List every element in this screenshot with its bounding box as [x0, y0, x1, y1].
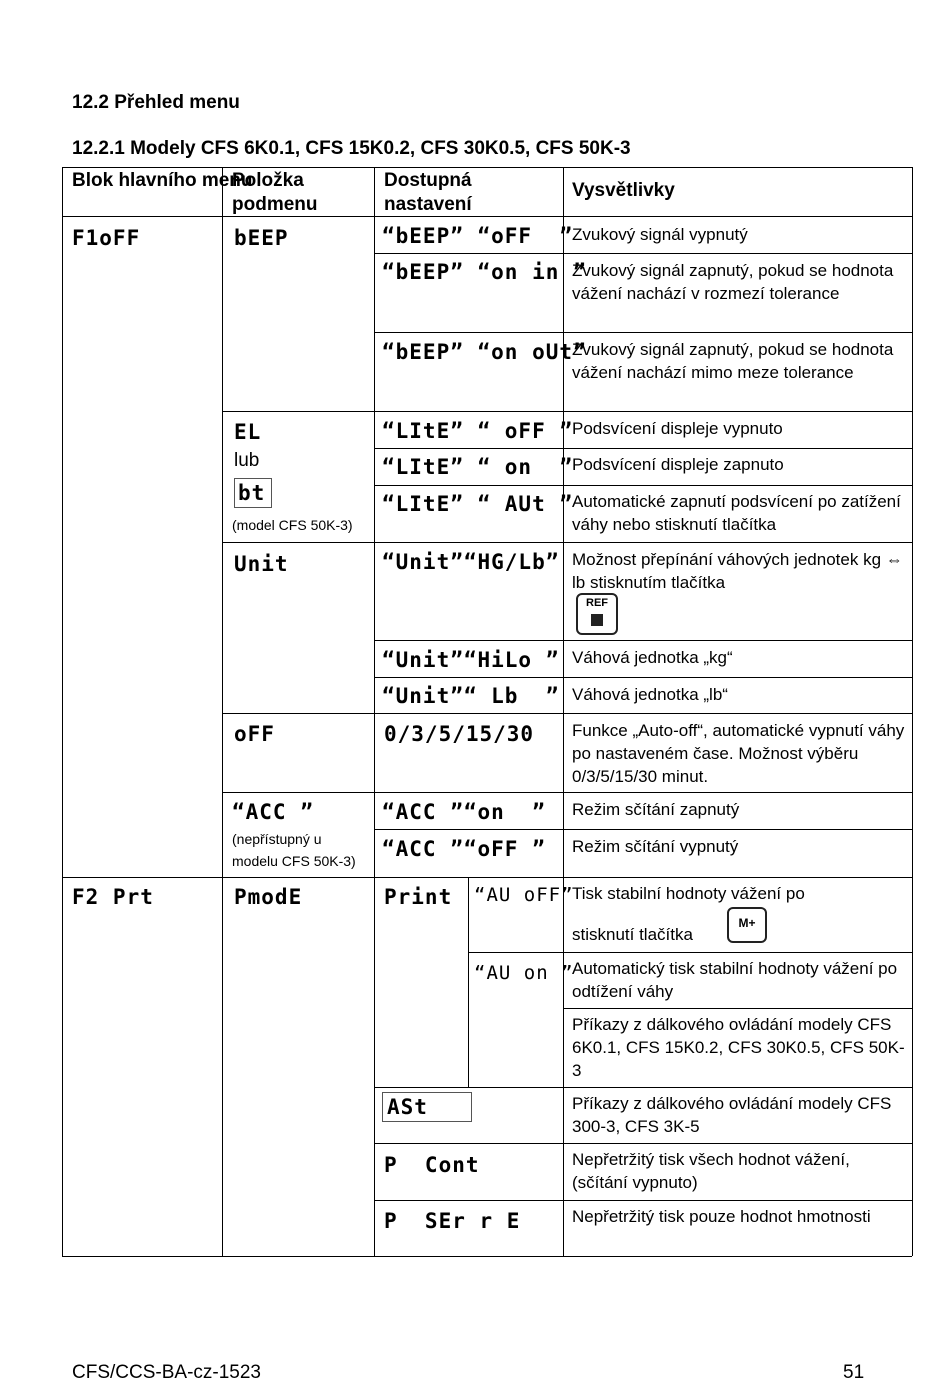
setting-asy: ASt — [387, 1095, 428, 1119]
setting-au-on: “AU on ” — [474, 962, 574, 984]
section-heading: 12.2 Přehled menu — [72, 92, 240, 113]
explain-beep-onin: Zvukový signál zapnutý, pokud se hodnota vážení nachází v rozmezí tolerance — [572, 261, 894, 303]
item-el-display: EL — [234, 420, 262, 444]
setting-p-serre: P SEr r E — [384, 1209, 521, 1233]
footer-doc-id: CFS/CCS-BA-cz-1523 — [72, 1362, 261, 1383]
block-f1-display: F1oFF — [72, 226, 141, 250]
explain-p-cont: Nepřetržitý tisk všech hodnot vážení, (sčítání vypnuto) — [572, 1150, 850, 1192]
setting-lite-aut: “LItE” “ AUt ” — [382, 492, 574, 516]
setting-unit-kglb: “Unit”“HG/Lb” — [382, 550, 560, 574]
explain-acc-off: Režim sčítání vypnutý — [572, 837, 739, 856]
item-lub: lub — [234, 450, 260, 471]
explain-remote-1: Příkazy z dálkového ovládání modely CFS 6K0.1, CFS 15K0.2, CFS 30K0.5, CFS 50K-3 — [572, 1015, 905, 1080]
setting-acc-off: “ACC ”“oFF ” — [382, 837, 546, 861]
menu-table — [62, 167, 912, 1256]
item-pmode-display: PmodE — [234, 885, 303, 909]
setting-unit-lb: “Unit”“ Lb ” — [382, 684, 560, 708]
explain-print-2: stisknutí tlačítka — [572, 925, 693, 944]
item-bt-display: bt — [238, 481, 266, 505]
explain-acc-on: Režim sčítání zapnutý — [572, 800, 740, 819]
header-explanations: Vysvětlivky — [572, 180, 675, 201]
explain-remote-2: Příkazy z dálkového ovládání modely CFS 300-3, CFS 3K-5 — [572, 1094, 892, 1136]
setting-beep-off: “bEEP” “oFF ” — [382, 224, 574, 248]
subsection-heading: 12.2.1 Modely CFS 6K0.1, CFS 15K0.2, CFS 30K0.5, CFS 50K-3 — [72, 138, 631, 159]
explain-lite-aut: Automatické zapnutí podsvícení po zatížení váhy nebo stisknutí tlačítka — [572, 492, 901, 534]
explain-unit-lb: Váhová jednotka „lb“ — [572, 685, 728, 704]
setting-p-cont: P Cont — [384, 1153, 480, 1177]
explain-lite-off: Podsvícení displeje vypnuto — [572, 419, 783, 438]
setting-au-off: “AU oFF” — [474, 884, 574, 906]
explain-p-serre: Nepřetržitý tisk pouze hodnot hmotnosti — [572, 1207, 871, 1226]
setting-unit-kilo: “Unit”“HiLo ” — [382, 648, 560, 672]
block-f2-display: F2 Prt — [72, 885, 154, 909]
explain-au-on: Automatický tisk stabilní hodnoty vážení po odtížení váhy — [572, 959, 898, 1001]
setting-lite-on: “LItE” “ on ” — [382, 455, 574, 479]
explain-unit-kilo: Váhová jednotka „kg“ — [572, 648, 733, 667]
explain-print-1: Tisk stabilní hodnoty vážení po — [572, 884, 805, 903]
setting-beep-onout: “bEEP” “on oUt” — [382, 340, 587, 364]
item-model-note: (model CFS 50K-3) — [232, 517, 353, 533]
setting-acc-on: “ACC ”“on ” — [382, 800, 546, 824]
setting-auto-off-values: 0/3/5/15/30 — [384, 722, 535, 746]
item-acc-display: “ACC ” — [232, 800, 314, 824]
setting-print: Print — [384, 885, 453, 909]
item-beep-display: bEEP — [234, 226, 289, 250]
explain-lite-on: Podsvícení displeje zapnuto — [572, 455, 784, 474]
setting-lite-off: “LItE” “ oFF ” — [382, 419, 574, 443]
mplus-key-icon: M+ — [727, 907, 767, 943]
footer-page-number: 51 — [843, 1362, 865, 1383]
explain-unit-kglb: Možnost přepínání váhových jednotek kg ⇔ lb stisknutím tlačítka — [572, 550, 903, 592]
item-unit-display: Unit — [234, 552, 289, 576]
header-settings: Dostupná nastavení — [384, 170, 472, 215]
item-acc-note-1: (nepřístupný u — [232, 831, 322, 847]
ref-key-icon: REF — [576, 593, 618, 635]
explain-beep-onout: Zvukový signál zapnutý, pokud se hodnota vážení nachází mimo meze tolerance — [572, 340, 894, 382]
item-acc-note-2: modelu CFS 50K-3) — [232, 853, 356, 869]
header-submenu: Položka podmenu — [232, 170, 318, 215]
setting-beep-onin: “bEEP” “on in ” — [382, 260, 587, 284]
item-off-display: oFF — [234, 722, 275, 746]
explain-auto-off: Funkce „Auto-off“, automatické vypnutí váhy po nastaveném čase. Možnost výběru 0/3/5/15/30 minut. — [572, 721, 905, 786]
header-main-menu: Blok hlavního menu — [72, 170, 253, 191]
explain-beep-off: Zvukový signál vypnutý — [572, 225, 748, 244]
